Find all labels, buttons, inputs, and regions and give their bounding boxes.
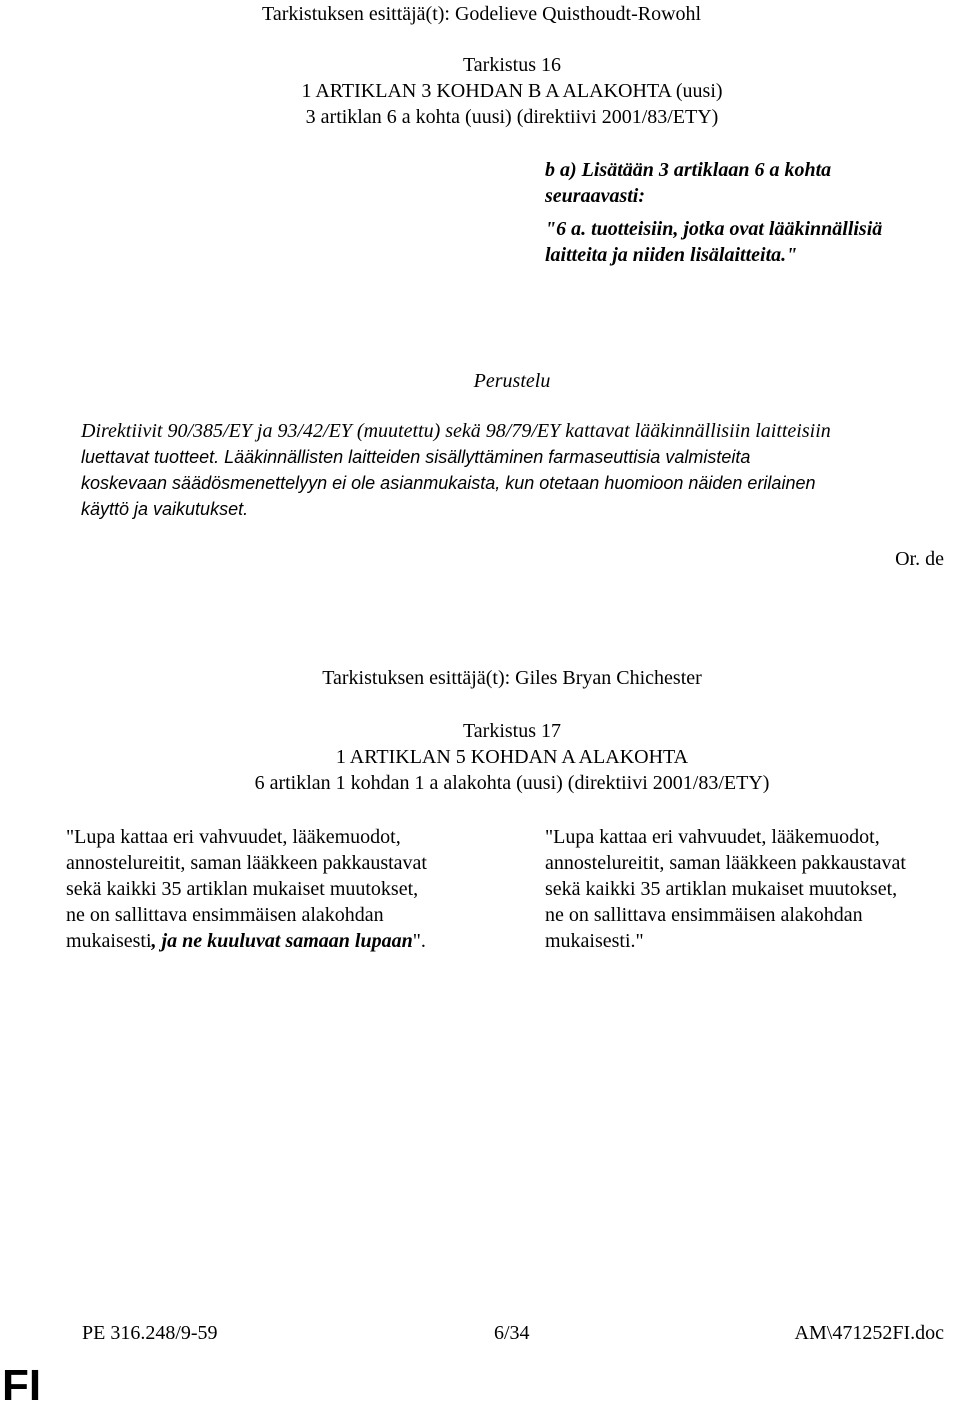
original-language: Or. de [895, 548, 944, 570]
text-amended: "Lupa kattaa eri vahvuudet, lääkemuodot, annostelureitit, saman lääkkeen pakkaustavat sekä kaikki 35 artiklan mukaiset muutokset, ne on sallittava ensimmäisen alakohdan mukaisesti." [545, 826, 906, 952]
justification-text: Direktiivit 90/385/EY ja 93/42/EY (muutettu) sekä 98/79/EY kattavat lääkinnällisiin laitteisiin luettavat tuotteet. Lääkinnällisten laitteiden sisällyttäminen farmaseuttisia valmisteita koskevaan säädösmenettelyyn ei ole asianmukaista, kun otetaan huomioon näiden erilainen käyttö ja vaikutukset. [81, 420, 831, 519]
amendment-number-2: Tarkistus 17 [462, 720, 562, 742]
language-code: FI [2, 1361, 42, 1410]
amendment-directive-ref-2: 6 artiklan 1 kohdan 1 a alakohta (uusi) (direktiivi 2001/83/ETY) [254, 772, 770, 794]
amendment-number: Tarkistus 16 [462, 54, 562, 76]
footer-page-number: 6/34 [494, 1322, 530, 1344]
amendment-directive-ref: 3 artiklan 6 a kohta (uusi) (direktiivi 2001/83/ETY) [305, 106, 719, 128]
footer-doc-ref: AM\471252FI.doc [794, 1322, 944, 1344]
amendment-article-ref: 1 ARTIKLAN 3 KOHDAN B A ALAKOHTA (uusi) [301, 80, 723, 102]
footer-pe-number: PE 316.248/9-59 [82, 1322, 218, 1344]
amendment-author: Tarkistuksen esittäjä(t): Godelieve Quisthoudt-Rowohl [262, 3, 702, 25]
amendment-article-ref-2: 1 ARTIKLAN 5 KOHDAN A ALAKOHTA [335, 746, 689, 768]
added-text: , ja ne kuuluvat samaan lupaan [151, 930, 413, 952]
amended-text: b a) Lisätään 3 artiklaan 6 a kohta seuraavasti: "6 a. tuotteisiin, jotka ovat lääkinnällisiä laitteita ja niiden lisälaitteita." [545, 159, 883, 266]
text-proposed-by-parliament: "Lupa kattaa eri vahvuudet, lääkemuodot, annostelureitit, saman lääkkeen pakkaustavat sekä kaikki 35 artiklan mukaiset muutokset, ne on sallittava ensimmäisen alakohdan mukaisesti, ja ne kuuluvat samaan lupaan". [66, 826, 427, 952]
amendment-author-2: Tarkistuksen esittäjä(t): Giles Bryan Chichester [322, 667, 702, 689]
justification-heading: Perustelu [473, 370, 551, 392]
